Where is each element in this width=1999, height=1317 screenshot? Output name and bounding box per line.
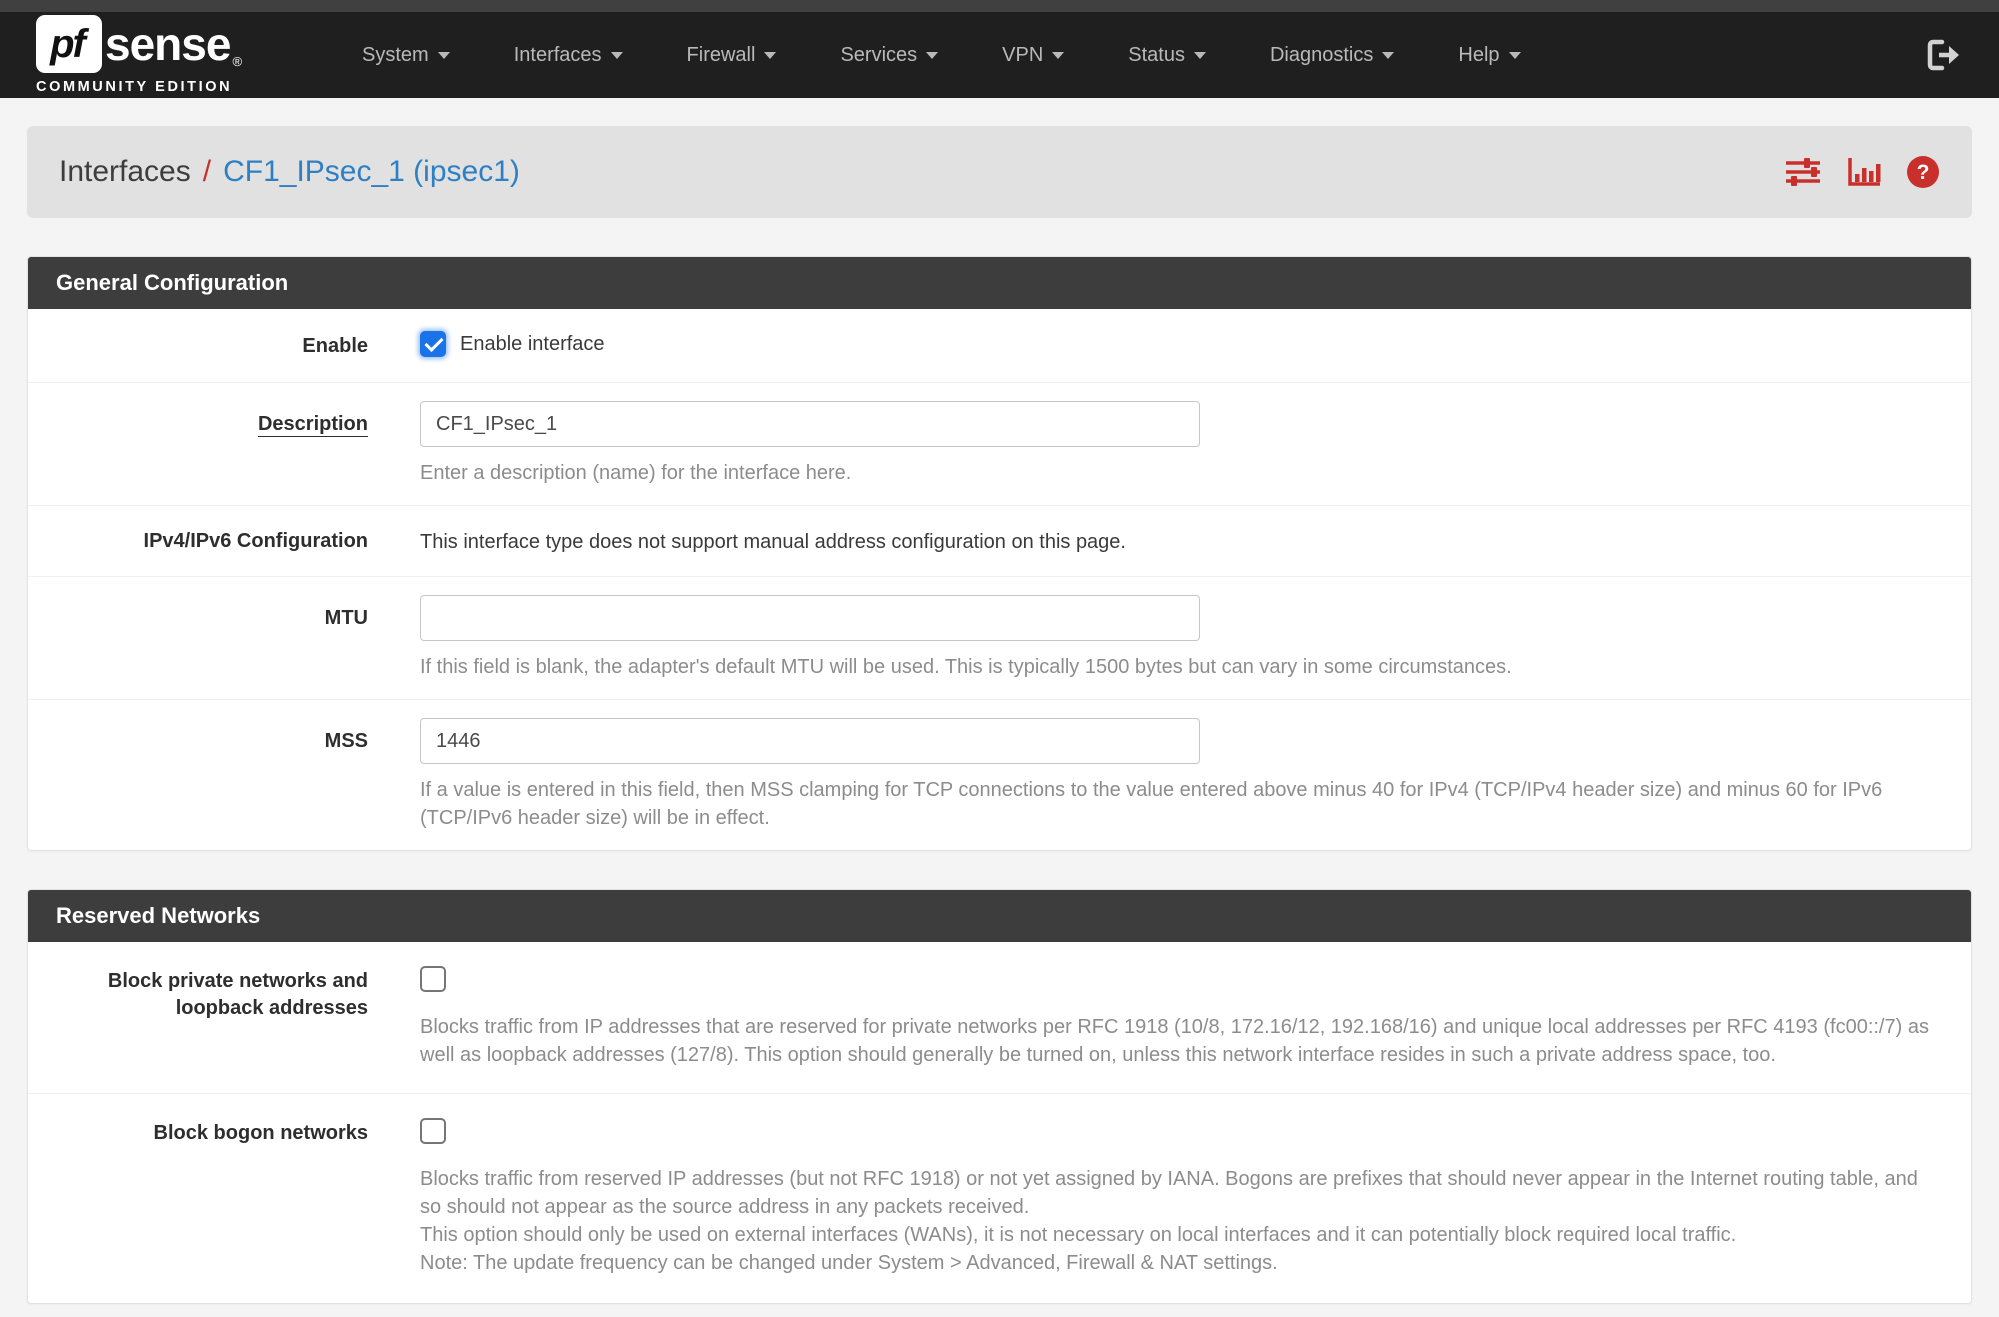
reserved-networks-panel bbox=[27, 889, 1972, 1304]
nav-item-firewall[interactable] bbox=[687, 44, 777, 67]
breadcrumb-actions bbox=[1784, 155, 1940, 189]
mtu-input[interactable] bbox=[420, 595, 1200, 641]
sliders-icon[interactable] bbox=[1784, 156, 1822, 188]
section-header-general: General Configuration bbox=[28, 257, 1971, 309]
description-label-text: Description bbox=[257, 413, 368, 435]
breadcrumb-bar bbox=[27, 126, 1972, 218]
window-top-strip bbox=[0, 0, 1999, 12]
ip-configuration-text: This interface type does not support manual address configuration on this page. bbox=[420, 531, 1126, 553]
pfsense-pf-badge bbox=[36, 15, 102, 73]
block-bogon-help-line-1: Blocks traffic from reserved IP addresses (but not RFC 1918) or not yet assigned by IANA. Bogons are prefixes that should never appear in the Internet routing table, and so should not appear as the source address in any packets received. bbox=[420, 1168, 1918, 1218]
row-enable bbox=[28, 309, 1971, 383]
nav-item-label: Status bbox=[1128, 43, 1185, 66]
question-circle-icon[interactable] bbox=[1906, 155, 1940, 189]
nav-item-label: Firewall bbox=[686, 43, 756, 66]
description-input[interactable] bbox=[420, 401, 1200, 447]
nav-item-help[interactable] bbox=[1458, 44, 1520, 67]
nav-item-interfaces[interactable] bbox=[514, 44, 623, 67]
nav-item-label: Diagnostics bbox=[1269, 43, 1374, 66]
enable-interface-checkbox-label: Enable interface bbox=[460, 332, 605, 355]
nav-item-label: Help bbox=[1458, 43, 1500, 66]
row-ip-configuration bbox=[28, 506, 1971, 577]
description-label bbox=[28, 401, 368, 487]
row-block-bogon bbox=[28, 1094, 1971, 1303]
main-navbar bbox=[0, 12, 1999, 98]
mtu-label: MTU bbox=[324, 607, 368, 629]
ip-configuration-label: IPv4/IPv6 Configuration bbox=[143, 530, 368, 552]
caret-down-icon bbox=[764, 52, 776, 59]
pfsense-logo[interactable] bbox=[36, 15, 242, 95]
pfsense-logo-row bbox=[36, 15, 242, 73]
bar-chart-icon[interactable] bbox=[1846, 156, 1882, 188]
pfsense-pf-text: pf bbox=[50, 21, 84, 66]
row-mss bbox=[28, 700, 1971, 850]
block-private-checkbox[interactable] bbox=[420, 966, 446, 992]
nav-item-label: Interfaces bbox=[513, 43, 602, 66]
block-bogon-help-line-3: Note: The update frequency can be changed under System > Advanced, Firewall & NAT settings. bbox=[420, 1252, 1278, 1274]
svg-text:?: ? bbox=[1916, 161, 1930, 184]
registered-trademark: ® bbox=[232, 54, 243, 69]
section-header-reserved: Reserved Networks bbox=[28, 890, 1971, 942]
block-bogon-label: Block bogon networks bbox=[153, 1122, 368, 1144]
breadcrumb-current-page[interactable]: CF1_IPsec_1 (ipsec1) bbox=[223, 155, 520, 188]
row-description bbox=[28, 383, 1971, 506]
breadcrumb-section[interactable]: Interfaces bbox=[59, 155, 191, 188]
general-configuration-panel bbox=[27, 256, 1972, 851]
nav-item-label: VPN bbox=[1002, 43, 1044, 66]
breadcrumb bbox=[59, 155, 520, 189]
caret-down-icon bbox=[611, 52, 623, 59]
block-private-label: Block private networks and loopback addresses bbox=[107, 970, 368, 1019]
mss-input[interactable] bbox=[420, 718, 1200, 764]
caret-down-icon bbox=[1509, 52, 1521, 59]
nav-item-diagnostics[interactable] bbox=[1270, 44, 1394, 67]
mss-label: MSS bbox=[324, 730, 368, 752]
block-bogon-help bbox=[420, 1165, 1941, 1277]
sign-out-icon[interactable] bbox=[1925, 38, 1963, 72]
breadcrumb-separator: / bbox=[202, 155, 212, 188]
row-block-private bbox=[28, 942, 1971, 1094]
caret-down-icon bbox=[1382, 52, 1394, 59]
community-edition-label: COMMUNITY EDITION bbox=[36, 79, 233, 95]
caret-down-icon bbox=[1194, 52, 1206, 59]
row-mtu bbox=[28, 577, 1971, 700]
mtu-help: If this field is blank, the adapter's default MTU will be used. This is typically 1500 bytes but can vary in some circumstances. bbox=[420, 656, 1512, 678]
block-bogon-checkbox[interactable] bbox=[420, 1118, 446, 1144]
enable-label: Enable bbox=[302, 335, 368, 357]
pfsense-sense-text: sense bbox=[105, 18, 231, 70]
block-bogon-help-line-2: This option should only be used on external interfaces (WANs), it is not necessary on local interfaces and it can potentially block required local traffic. bbox=[420, 1224, 1737, 1246]
nav-menu bbox=[362, 44, 1520, 67]
nav-item-services[interactable] bbox=[840, 44, 938, 67]
description-help: Enter a description (name) for the interface here. bbox=[420, 462, 852, 484]
caret-down-icon bbox=[1052, 52, 1064, 59]
caret-down-icon bbox=[438, 52, 450, 59]
caret-down-icon bbox=[926, 52, 938, 59]
nav-item-status[interactable] bbox=[1128, 44, 1206, 67]
nav-item-vpn[interactable] bbox=[1002, 44, 1064, 67]
nav-item-label: System bbox=[362, 43, 429, 66]
block-private-help: Blocks traffic from IP addresses that are reserved for private networks per RFC 1918 (10/8, 172.16/12, 192.168/16) and unique local addresses per RFC 4193 (fc00::/7) as well as loopback addresses (127/8). This option should generally be turned on, unless this network interface resides in such a private address space, too. bbox=[420, 1016, 1929, 1066]
mss-help: If a value is entered in this field, then MSS clamping for TCP connections to the value entered above minus 40 for IPv4 (TCP/IPv4 header size) and minus 60 for IPv6 (TCP/IPv6 header size) will be in effect. bbox=[420, 779, 1883, 829]
nav-item-label: Services bbox=[840, 43, 918, 66]
nav-item-system[interactable] bbox=[362, 44, 450, 67]
enable-interface-checkbox[interactable] bbox=[420, 331, 446, 357]
